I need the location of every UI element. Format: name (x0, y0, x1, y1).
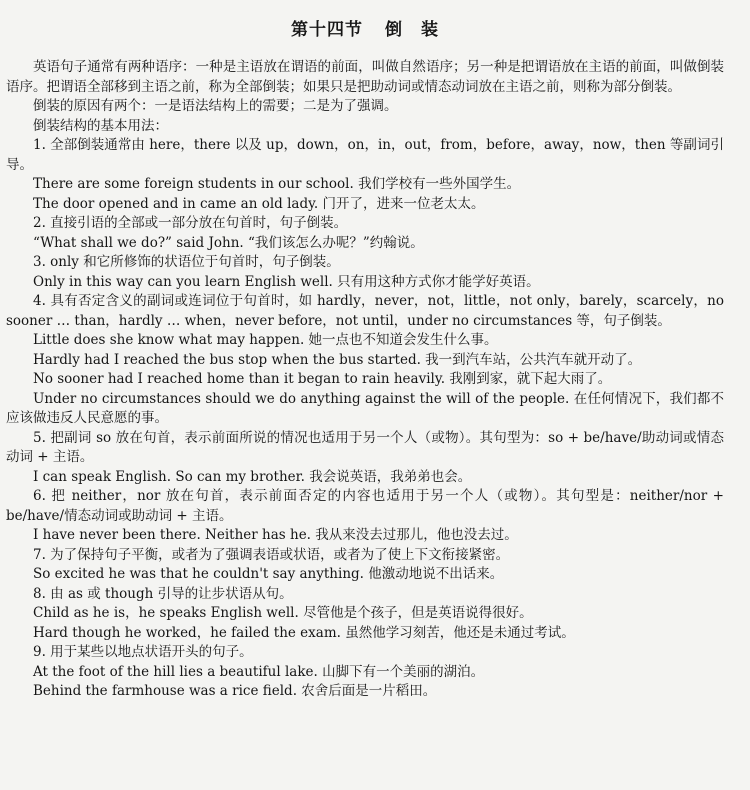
paragraph: 倒装结构的基本用法： (33, 117, 168, 134)
paragraph: Only in this way can you learn English well. 只有用这种方式你才能学好英语。 (33, 273, 540, 290)
paragraph: I have never been there. Neither has he. 我从来没去过那儿，他也没去过。 (33, 527, 518, 543)
section-number: 第十四节 (291, 20, 363, 40)
paragraph: 5. 把副词 so 放在句首，表示前面所说的情况也适用于另一个人（或物）。其句型为：so + be/have/助动词或情态动词 + 主语。 (6, 429, 724, 465)
paragraph: At the foot of the hill lies a beautiful lake. 山脚下有一个美丽的湖泊。 (33, 663, 485, 680)
paragraph: “What shall we do?” said John. “我们该怎么办呢？”约翰说。 (33, 234, 424, 251)
document-body (6, 58, 724, 702)
paragraph: No sooner had I reached home than it began to rain heavily. 我刚到家，就下起大雨了。 (33, 371, 612, 387)
paragraph: I can speak English. So can my brother. 我会说英语，我弟弟也会。 (33, 468, 472, 485)
paragraph: 7. 为了保持句子平衡，或者为了强调表语或状语，或者为了使上下文衔接紧密。 (33, 546, 510, 563)
paragraph: So excited he was that he couldn't say anything. 他激动地说不出话来。 (33, 566, 504, 582)
paragraph: 1. 全部倒装通常由 here，there 以及 up，down，on，in，out，from，before，away，now，then 等副词引导。 (6, 137, 724, 173)
paragraph: 英语句子通常有两种语序：一种是主语放在谓语的前面，叫做自然语序；另一种是把谓语放在主语的前面，叫做倒装语序。把谓语全部移到主语之前，称为全部倒装；如果只是把助动词或情态动词放在主语之前，则称为部分倒装。 (6, 59, 724, 95)
paragraph: Behind the farmhouse was a rice field. 农舍后面是一片稻田。 (33, 683, 437, 699)
paragraph: 9. 用于某些以地点状语开头的句子。 (33, 644, 253, 660)
paragraph: There are some foreign students in our school. 我们学校有一些外国学生。 (33, 176, 521, 192)
paragraph: 2. 直接引语的全部或一部分放在句首时，句子倒装。 (33, 215, 348, 231)
paragraph: Under no circumstances should we do anything against the will of the people. 在任何情况下，我们都不应该做违反人民意愿的事。 (6, 390, 724, 426)
paragraph: Child as he is，he speaks English well. 尽管他是个孩子，但是英语说得很好。 (33, 605, 533, 621)
paragraph: Little does she know what may happen. 她一点也不知道会发生什么事。 (33, 332, 498, 348)
section-title (6, 18, 724, 42)
paragraph: The door opened and in came an old lady. 门开了，进来一位老太太。 (33, 195, 485, 212)
paragraph: Hard though he worked，he failed the exam. 虽然他学习刻苦，他还是未通过考试。 (33, 624, 575, 641)
paragraph: 倒装的原因有两个：一是语法结构上的需要；二是为了强调。 (33, 98, 398, 114)
section-topic: 倒 装 (385, 20, 439, 40)
paragraph: 8. 由 as 或 though 引导的让步状语从句。 (33, 585, 293, 602)
paragraph: 4. 具有否定含义的副词或连词位于句首时，如 hardly，never，not，little，not only，barely，scarcely，no sooner … than，hardly … when，never before，not until，under no circumstances 等，句子倒装。 (6, 293, 724, 329)
paragraph: Hardly had I reached the bus stop when the bus started. 我一到汽车站，公共汽车就开动了。 (33, 351, 642, 368)
paragraph: 6. 把 neither，nor 放在句首，表示前面否定的内容也适用于另一个人（或物）。其句型是：neither/nor + be/have/情态动词或助动词 + 主语。 (6, 488, 724, 524)
paragraph: 3. only 和它所修饰的状语位于句首时，句子倒装。 (33, 254, 340, 270)
